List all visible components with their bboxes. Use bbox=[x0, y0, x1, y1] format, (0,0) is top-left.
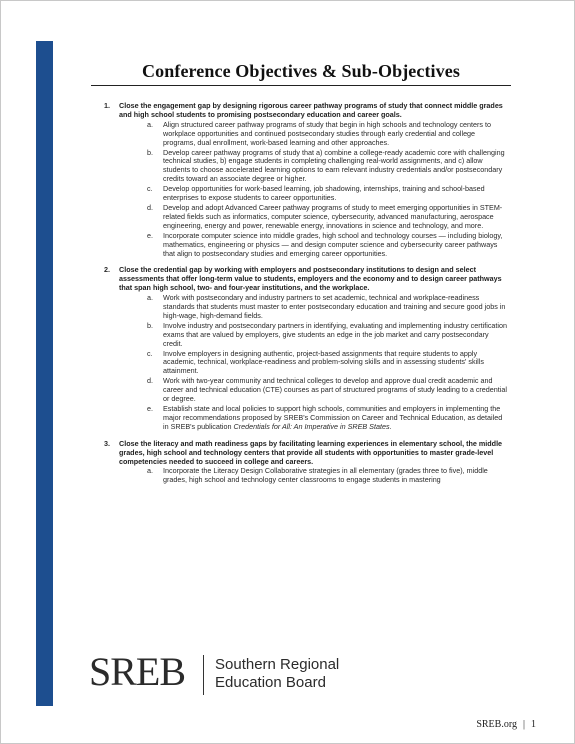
org-name-line2: Education Board bbox=[215, 674, 326, 691]
sub-objective-letter: a. bbox=[147, 119, 153, 129]
objective-text: Close the engagement gap by designing rigorous career pathway programs of study that connect middle grades and high school students to promising postsecondary education and career goals. bbox=[119, 101, 503, 119]
sub-objective-letter: e. bbox=[147, 404, 153, 413]
sub-objective-letter: c. bbox=[147, 184, 153, 194]
sreb-logo: SREB bbox=[89, 649, 186, 694]
objective-number: 2. bbox=[104, 265, 110, 275]
site-link[interactable]: SREB.org bbox=[476, 719, 517, 730]
objective-item bbox=[97, 440, 509, 486]
sub-objective-letter: e. bbox=[147, 230, 153, 240]
accent-bar bbox=[36, 41, 53, 706]
sub-objective-text: Work with postsecondary and industry partners to set academic, technical and workplace-readiness standards that students must master to enter postsecondary education and training and secure good jobs in high-wage, high-demand fields. bbox=[163, 293, 506, 320]
objective-item bbox=[97, 102, 509, 258]
sub-objective-text: Involve employers in designing authentic, project-based assignments that require students to apply academic, technical, workplace-readiness and problem-solving skills and in assessing students' skills attainment. bbox=[163, 348, 484, 376]
org-name bbox=[215, 656, 339, 692]
objective-number: 1. bbox=[104, 101, 110, 110]
sub-objective-letter: d. bbox=[147, 202, 153, 212]
sub-objective-text: Involve industry and postsecondary partners in identifying, evaluating and implementing industry certification exams that are valued by employers, give students an edge in the job market and carry postsecondary credit. bbox=[163, 320, 507, 348]
sub-objective-text: Incorporate the Literacy Design Collaborative strategies in all elementary (grades three to five), middle grades, high school and technology center classrooms to engage students in mastering bbox=[163, 466, 488, 485]
sub-objective-item bbox=[119, 185, 509, 203]
sub-objective-text: Align structured career pathway programs of study that begin in high schools and technology centers to workplace opportunities and continued postsecondary studies through early credential and college programs, dual enrollment, work-based learning and other approaches. bbox=[163, 119, 492, 147]
sub-objective-tail: . bbox=[389, 421, 392, 431]
sub-objective-letter: d. bbox=[147, 376, 153, 386]
sub-objective-item bbox=[119, 232, 509, 259]
sub-objective-item bbox=[119, 467, 509, 485]
sub-objective-item bbox=[119, 149, 509, 185]
sub-objective-item bbox=[119, 350, 509, 377]
sub-objective-text: Develop and adopt Advanced Career pathway programs of study to meet emerging opportunities in STEM-related fields such as informatics, computer science, cybersecurity, advanced manufacturing, aerospace engineering, energy and power, renewable energy, innovations in science and technology, and more. bbox=[163, 202, 503, 230]
sub-objective-item bbox=[119, 405, 509, 432]
sub-objective-text: Develop career pathway programs of study that a) combine a college-ready academic core with challenging technical studies, b) engage students in completing challenging real-world assignments, and c) allow students to choose accelerated learning options to earn relevant industry credentials and/or postsecondary credits toward an associate degree or higher. bbox=[163, 147, 505, 184]
sub-objective-text: Develop opportunities for work-based learning, job shadowing, internships, training and school-based enterprises to expose students to career opportunities. bbox=[163, 184, 485, 203]
org-name-line1: Southern Regional bbox=[215, 656, 340, 673]
sub-objective-letter: c. bbox=[147, 348, 153, 358]
sub-objective-letter: a. bbox=[147, 293, 153, 303]
footer-separator: | bbox=[522, 719, 525, 730]
page-number: 1 bbox=[531, 719, 536, 730]
title-rule bbox=[91, 85, 511, 86]
page-footer bbox=[476, 719, 536, 730]
objective-text: Close the credential gap by working with employers and postsecondary institutions to design and select assessments that offer long-term value to students, employers and the economy and to design career pathways that span high school, two- and four-year institutions, and the workplace. bbox=[119, 265, 502, 293]
sub-objective-item bbox=[119, 322, 509, 349]
objective-number: 3. bbox=[104, 438, 110, 448]
publication-title: Credentials for All: An Imperative in SREB States bbox=[233, 421, 390, 431]
sub-objective-text: Incorporate computer science into middle grades, high school and technology courses — including biology, mathematics, engineering or physics — and design computer science and cybersecurity career pathways that align to postsecondary studies and emerging career opportunities. bbox=[163, 230, 503, 258]
sub-objective-text: Establish state and local policies to support high schools, communities and employers in implementing the major recommendations proposed by SREB's Commission on Career and Technical Education, as detailed in SREB's publication bbox=[163, 404, 503, 431]
objective-item bbox=[97, 266, 509, 431]
sub-objective-letter: b. bbox=[147, 320, 153, 330]
objective-text: Close the literacy and math readiness gaps by facilitating learning experiences in elementary school, the middle grades, high school and technology centers that provide all students with opportunities to master grade-level competencies needed to succeed in college and careers. bbox=[119, 438, 503, 466]
sub-objective-text: Work with two-year community and technical colleges to develop and approve dual credit academic and career and technical education (CTE) courses as part of structured programs of study leading to a credential or degree. bbox=[163, 376, 507, 404]
logo-divider bbox=[203, 655, 204, 695]
page-title: Conference Objectives & Sub-Objectives bbox=[142, 61, 460, 81]
sub-objective-item bbox=[119, 204, 509, 231]
sub-objective-item bbox=[119, 377, 509, 404]
sub-objective-item bbox=[119, 294, 509, 321]
objectives-list bbox=[97, 102, 509, 493]
sub-objective-item bbox=[119, 121, 509, 148]
sub-objective-letter: b. bbox=[147, 147, 153, 157]
sub-objective-letter: a. bbox=[147, 466, 153, 476]
